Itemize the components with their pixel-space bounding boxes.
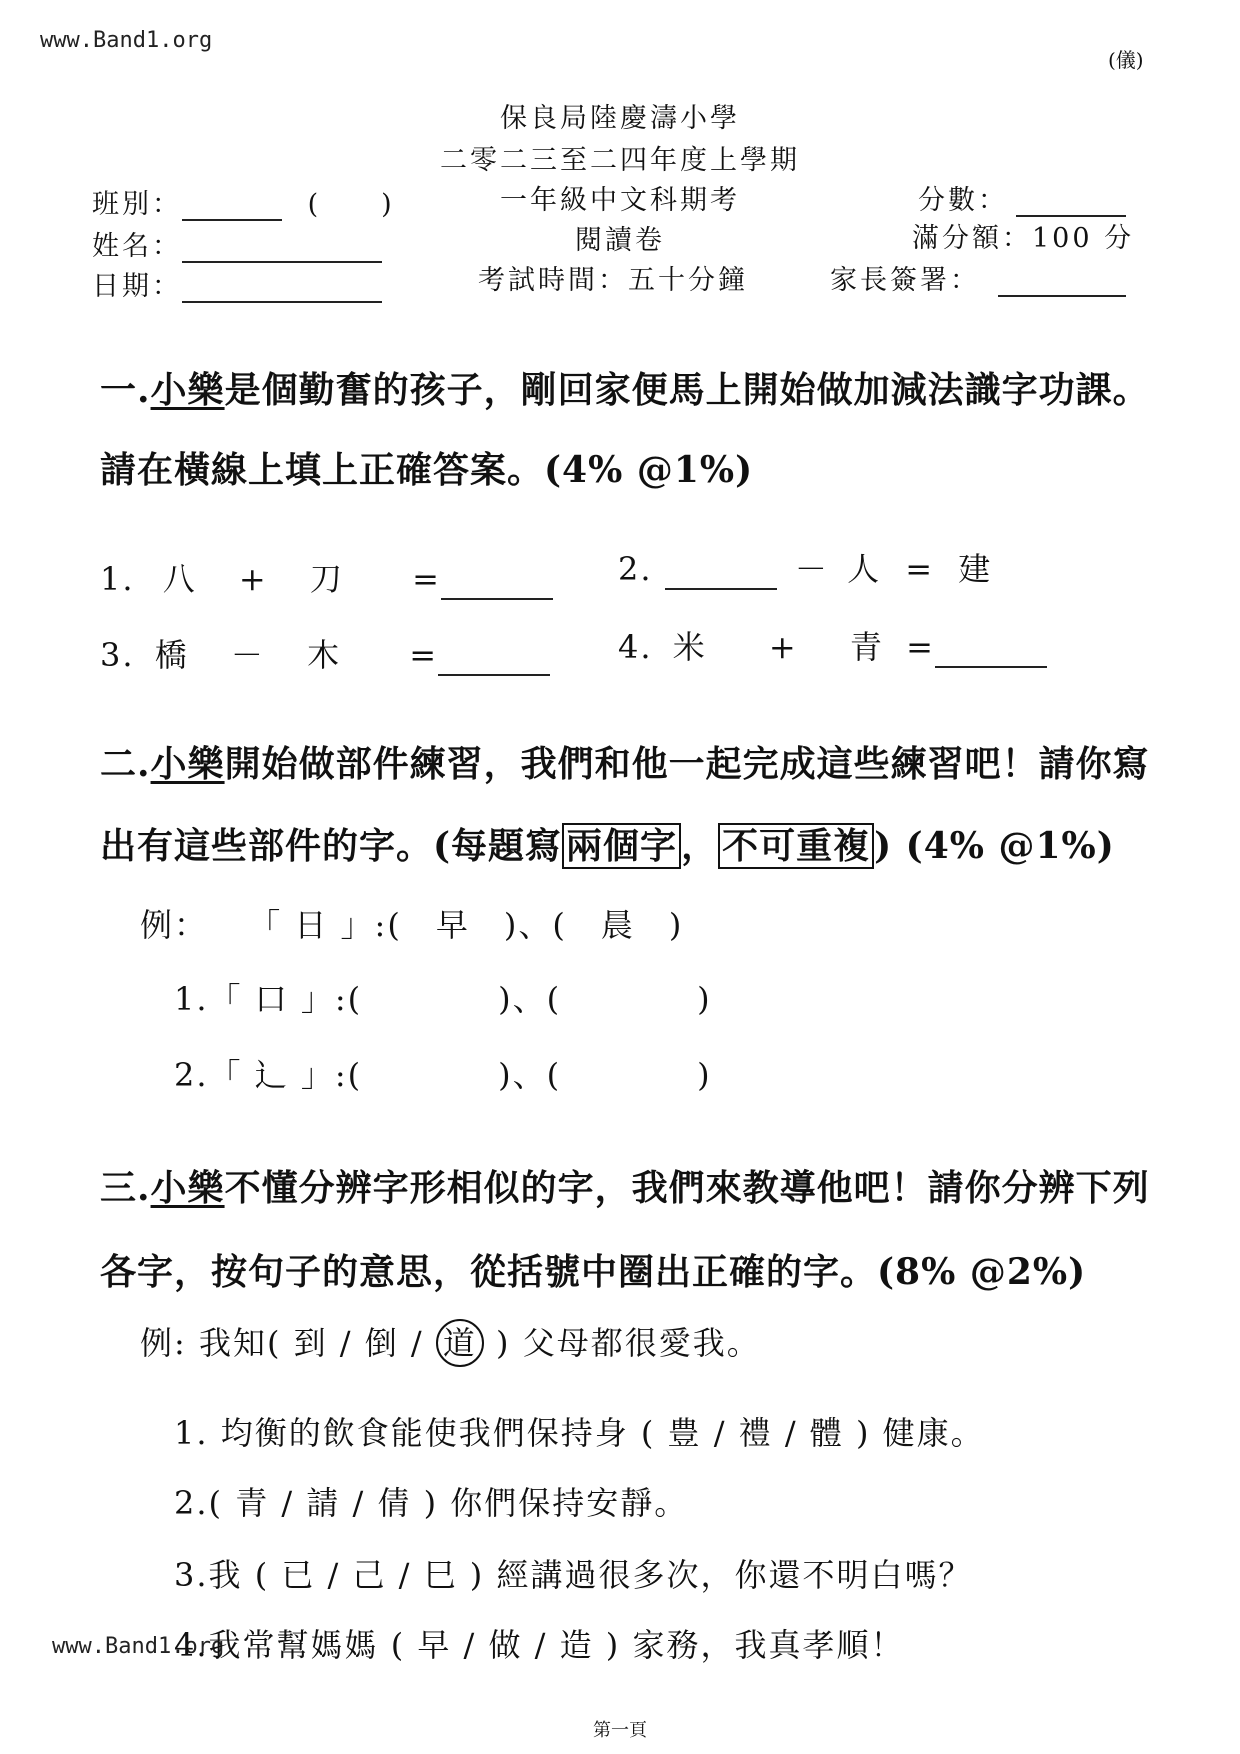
class-blank[interactable] [182,219,282,221]
item-equals: = [905,550,935,588]
q2-character-name: 小樂 [150,743,225,785]
q2-boxed-no-repeat: 不可重複 [718,823,874,869]
answer-slot-2[interactable]: ( ) [546,1056,712,1094]
name-blank[interactable] [182,261,382,263]
q2-number: 二. [100,743,151,785]
circled-answer: 道 [436,1319,484,1367]
q2-text2a: 出有這些部件的字。(每題寫 [100,825,563,867]
q3-text1: 不懂分辨字形相似的字，我們來教導他吧！請你分辨下列 [224,1167,1150,1209]
q2-line2 [100,818,1115,869]
item-number: 2. [174,1056,209,1094]
q3-line2: 各字，按句子的意思，從括號中圈出正確的字。(8% @2%) [100,1251,1087,1293]
separator: 、 [512,1056,547,1094]
q3-example [140,1318,761,1367]
answer-blank[interactable] [935,636,1047,668]
component: 「 日 」 [248,906,375,944]
item-char: 米 [672,628,707,666]
separator: 、 [518,906,553,944]
q1-number: 一. [100,369,151,411]
q1-item-1 [100,554,553,600]
score-field [918,178,1126,217]
q2-line1 [100,736,1150,787]
answer-slot-1[interactable]: ( ) [347,1056,513,1094]
name-label: 姓名： [92,231,182,262]
example-answer-2: ( 晨 ) [552,906,684,944]
answer-blank[interactable] [438,644,550,676]
q3-number: 三. [100,1167,151,1209]
parent-signature-label: 家長簽署： [830,265,980,296]
colon: : [374,906,388,944]
answer-slot-2[interactable]: ( ) [546,980,712,1018]
colon: : [334,1056,348,1094]
item-number: 3. [100,636,135,674]
item-char: 橋 [154,636,189,674]
example-text-after: ) 父母都很愛我。 [483,1324,761,1362]
example-text-before: 例: 我知( 到 / 倒 / [140,1324,436,1362]
q3-item-4[interactable]: 4.我常幫媽媽 ( 早 / 做 / 造 ) 家務，我真孝順！ [174,1626,905,1664]
component: 「 辶 」 [208,1056,335,1094]
q1-line1 [100,362,1150,413]
item-number: 1. [174,980,209,1018]
exam-time: 考試時間：五十分鐘 [478,265,748,296]
q2-boxed-two-chars: 兩個字 [562,823,681,869]
school-name: 保良局陸慶濤小學 [500,103,740,134]
colon: : [334,980,348,1018]
date-blank[interactable] [182,301,382,303]
item-operator: － [794,550,829,588]
q2-item-1 [174,974,712,1020]
item-equals: = [409,636,439,674]
q2-item-2 [174,1050,712,1096]
parent-signature-field [830,258,1126,297]
class-number-paren[interactable]: ( ) [307,189,395,220]
item-number: 1. [100,560,135,598]
q1-item-2 [618,544,992,590]
q1-item-3 [100,630,550,676]
example-label: 例： [140,906,209,944]
q3-item-2[interactable]: 2.( 青 / 請 / 倩 ) 你們保持安靜。 [174,1484,689,1522]
q3-item-1[interactable]: 1. 均衡的飲食能使我們保持身 ( 豊 / 禮 / 體 ) 健康。 [174,1414,985,1452]
date-field [92,264,382,303]
item-char: 八 [162,560,197,598]
item-result: 建 [958,550,993,588]
class-field [92,182,395,221]
item-operator: － [230,636,265,674]
term-title: 二零二三至二四年度上學期 [440,145,800,176]
paper-title: 閱讀卷 [575,225,665,256]
item-char: 刀 [309,560,344,598]
page-number: 第一頁 [593,1720,647,1741]
corner-mark: (儀) [1108,48,1144,72]
parent-signature-blank[interactable] [998,295,1126,297]
answer-blank[interactable] [665,558,777,590]
q2-text1: 開始做部件練習，我們和他一起完成這些練習吧！請你寫 [224,743,1150,785]
q2-example [140,900,683,946]
exam-title: 一年級中文科期考 [500,185,740,216]
item-equals: = [906,628,935,666]
q3-character-name: 小樂 [150,1167,225,1209]
item-operator: + [238,560,268,598]
full-marks: 滿分額：100 分 [912,223,1135,254]
name-field [92,224,382,263]
q2-comma: ， [681,825,719,867]
q1-character-name: 小樂 [150,369,225,411]
separator: 、 [512,980,547,1018]
item-operator: + [768,628,798,666]
class-label: 班別： [92,189,182,220]
q3-item-3[interactable]: 3.我 ( 已 / 己 / 巳 ) 經講過很多次，你還不明白嗎？ [174,1556,973,1594]
example-answer-1: ( 早 ) [387,906,519,944]
q1-line2: 請在橫線上填上正確答案。(4% @1%) [100,449,754,491]
item-char: 青 [849,628,884,666]
item-equals: = [412,560,441,598]
component: 「 口 」 [208,980,335,1018]
item-number: 4. [618,628,653,666]
date-label: 日期： [92,271,182,302]
score-label: 分數： [918,185,1008,216]
item-char: 人 [847,550,882,588]
watermark-bottom: www.Band1.org [52,1634,225,1659]
q2-text2b: ) (4% @1%) [874,825,1115,867]
watermark-top: www.Band1.org [40,28,213,53]
answer-blank[interactable] [441,568,553,600]
q1-text1: 是個勤奮的孩子，剛回家便馬上開始做加減法識字功課。 [224,369,1150,411]
q3-line1 [100,1160,1150,1211]
item-char: 木 [307,636,342,674]
q1-item-4 [618,622,1047,668]
item-number: 2. [618,550,653,588]
answer-slot-1[interactable]: ( ) [347,980,513,1018]
